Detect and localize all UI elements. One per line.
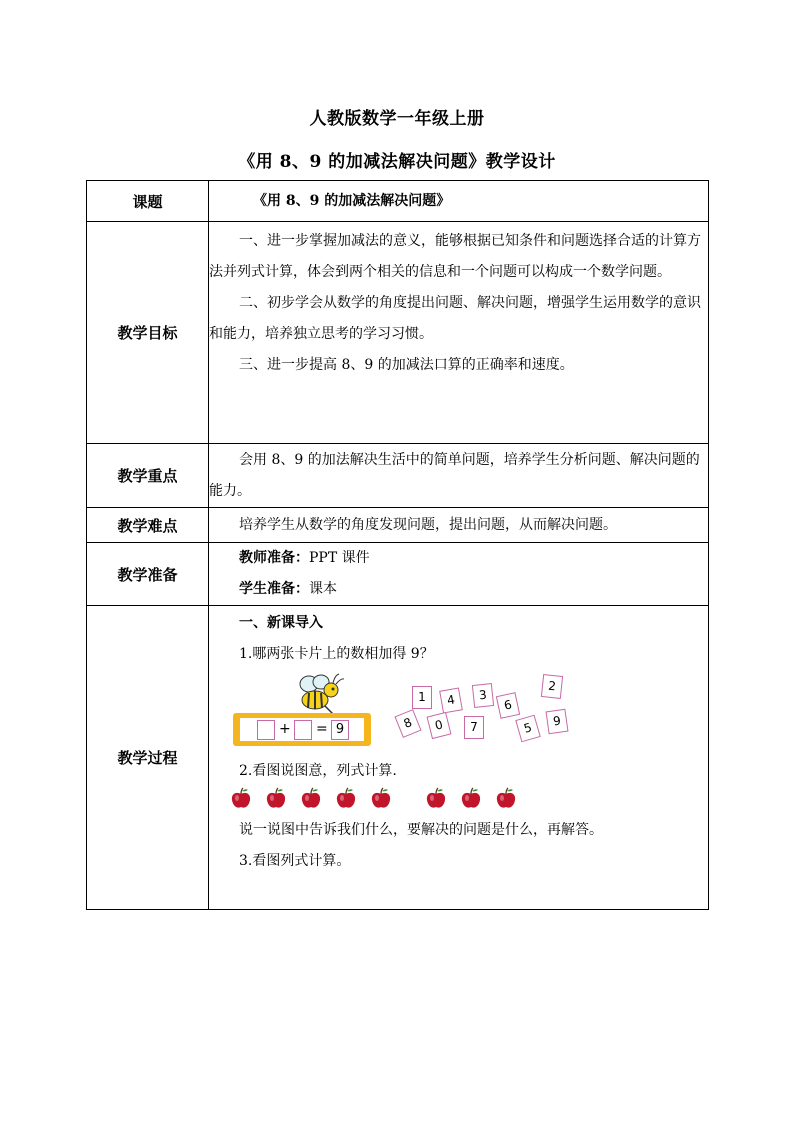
apple-icon (424, 787, 448, 811)
row-objectives (87, 222, 709, 444)
row-preparation (87, 543, 709, 606)
number-card: 6 (496, 692, 520, 719)
difficulties-label: 教学难点 (87, 508, 209, 543)
row-topic (87, 181, 709, 222)
lesson-plan-table (86, 180, 709, 910)
process-label: 教学过程 (87, 606, 209, 910)
number-card: 9 (545, 709, 568, 735)
apple-icon (494, 787, 518, 811)
objective-item-1: 一、进一步掌握加减法的意义，能够根据已知条件和问题选择合适的计算方法并列式计算，体会到两个相关的信息和一个问题可以构成一个数学问题。 (209, 233, 701, 280)
apple-icon (369, 787, 393, 811)
topic-value: 《用 8、9 的加减法解决问题》 (253, 192, 451, 209)
number-card: 7 (464, 716, 484, 739)
number-card: 8 (394, 709, 421, 738)
topic-label: 课题 (87, 181, 209, 222)
plus-sign: + (279, 721, 291, 737)
apple-icon (229, 787, 253, 811)
process-question-2: 2.看图说图意，列式计算. (239, 763, 397, 779)
student-preparation-label: 学生准备： (239, 581, 309, 597)
apple-icon (299, 787, 323, 811)
process-section-1: 一、新课导入 (239, 615, 323, 631)
cards-illustration (209, 670, 708, 756)
number-card: 5 (515, 715, 541, 743)
preparation-label: 教学准备 (87, 543, 209, 606)
document-title: 人教版数学一年级上册 (309, 109, 485, 129)
answer-box-2 (294, 720, 312, 740)
document-subtitle: 《用 8、9 的加减法解决问题》教学设计 (238, 152, 556, 172)
apple-icon (459, 787, 483, 811)
difficulties-text: 培养学生从数学的角度发现问题，提出问题，从而解决问题。 (239, 516, 617, 533)
objectives-label: 教学目标 (87, 222, 209, 444)
process-question-3: 3.看图列式计算。 (239, 853, 351, 869)
student-preparation-value: 课本 (309, 581, 337, 597)
number-card: 4 (439, 687, 463, 713)
number-card: 0 (427, 712, 452, 739)
equals-sign: = (316, 721, 328, 737)
teacher-preparation-label: 教师准备： (239, 550, 309, 566)
teacher-preparation-value: PPT 课件 (309, 550, 370, 566)
number-card: 1 (412, 686, 432, 709)
objective-item-2: 二、初步学会从数学的角度提出问题、解决问题，增强学生运用数学的意识和能力，培养独立思考的学习习惯。 (209, 295, 701, 342)
answer-box-1 (257, 720, 275, 740)
row-key-points (87, 444, 709, 508)
key-points-text: 会用 8、9 的加法解决生活中的简单问题，培养学生分析问题、解决问题的能力。 (209, 451, 700, 499)
equation-panel (233, 713, 371, 746)
row-difficulties (87, 508, 709, 543)
apple-icon (334, 787, 358, 811)
bee-icon (287, 670, 347, 716)
key-points-label: 教学重点 (87, 444, 209, 508)
apple-icon (264, 787, 288, 811)
number-card: 2 (541, 674, 563, 699)
number-card: 3 (472, 683, 494, 708)
apples-illustration (209, 787, 708, 815)
teacher-preparation (209, 543, 708, 574)
student-preparation (209, 574, 708, 605)
process-question-1: 1.哪两张卡片上的数相加得 9？ (239, 646, 434, 662)
equation-result: 9 (331, 720, 349, 740)
objective-item-3: 三、进一步提高 8、9 的加减法口算的正确率和速度。 (239, 357, 574, 373)
row-process (87, 606, 709, 910)
process-question-2-hint: 说一说图中告诉我们什么，要解决的问题是什么，再解答。 (239, 822, 603, 838)
